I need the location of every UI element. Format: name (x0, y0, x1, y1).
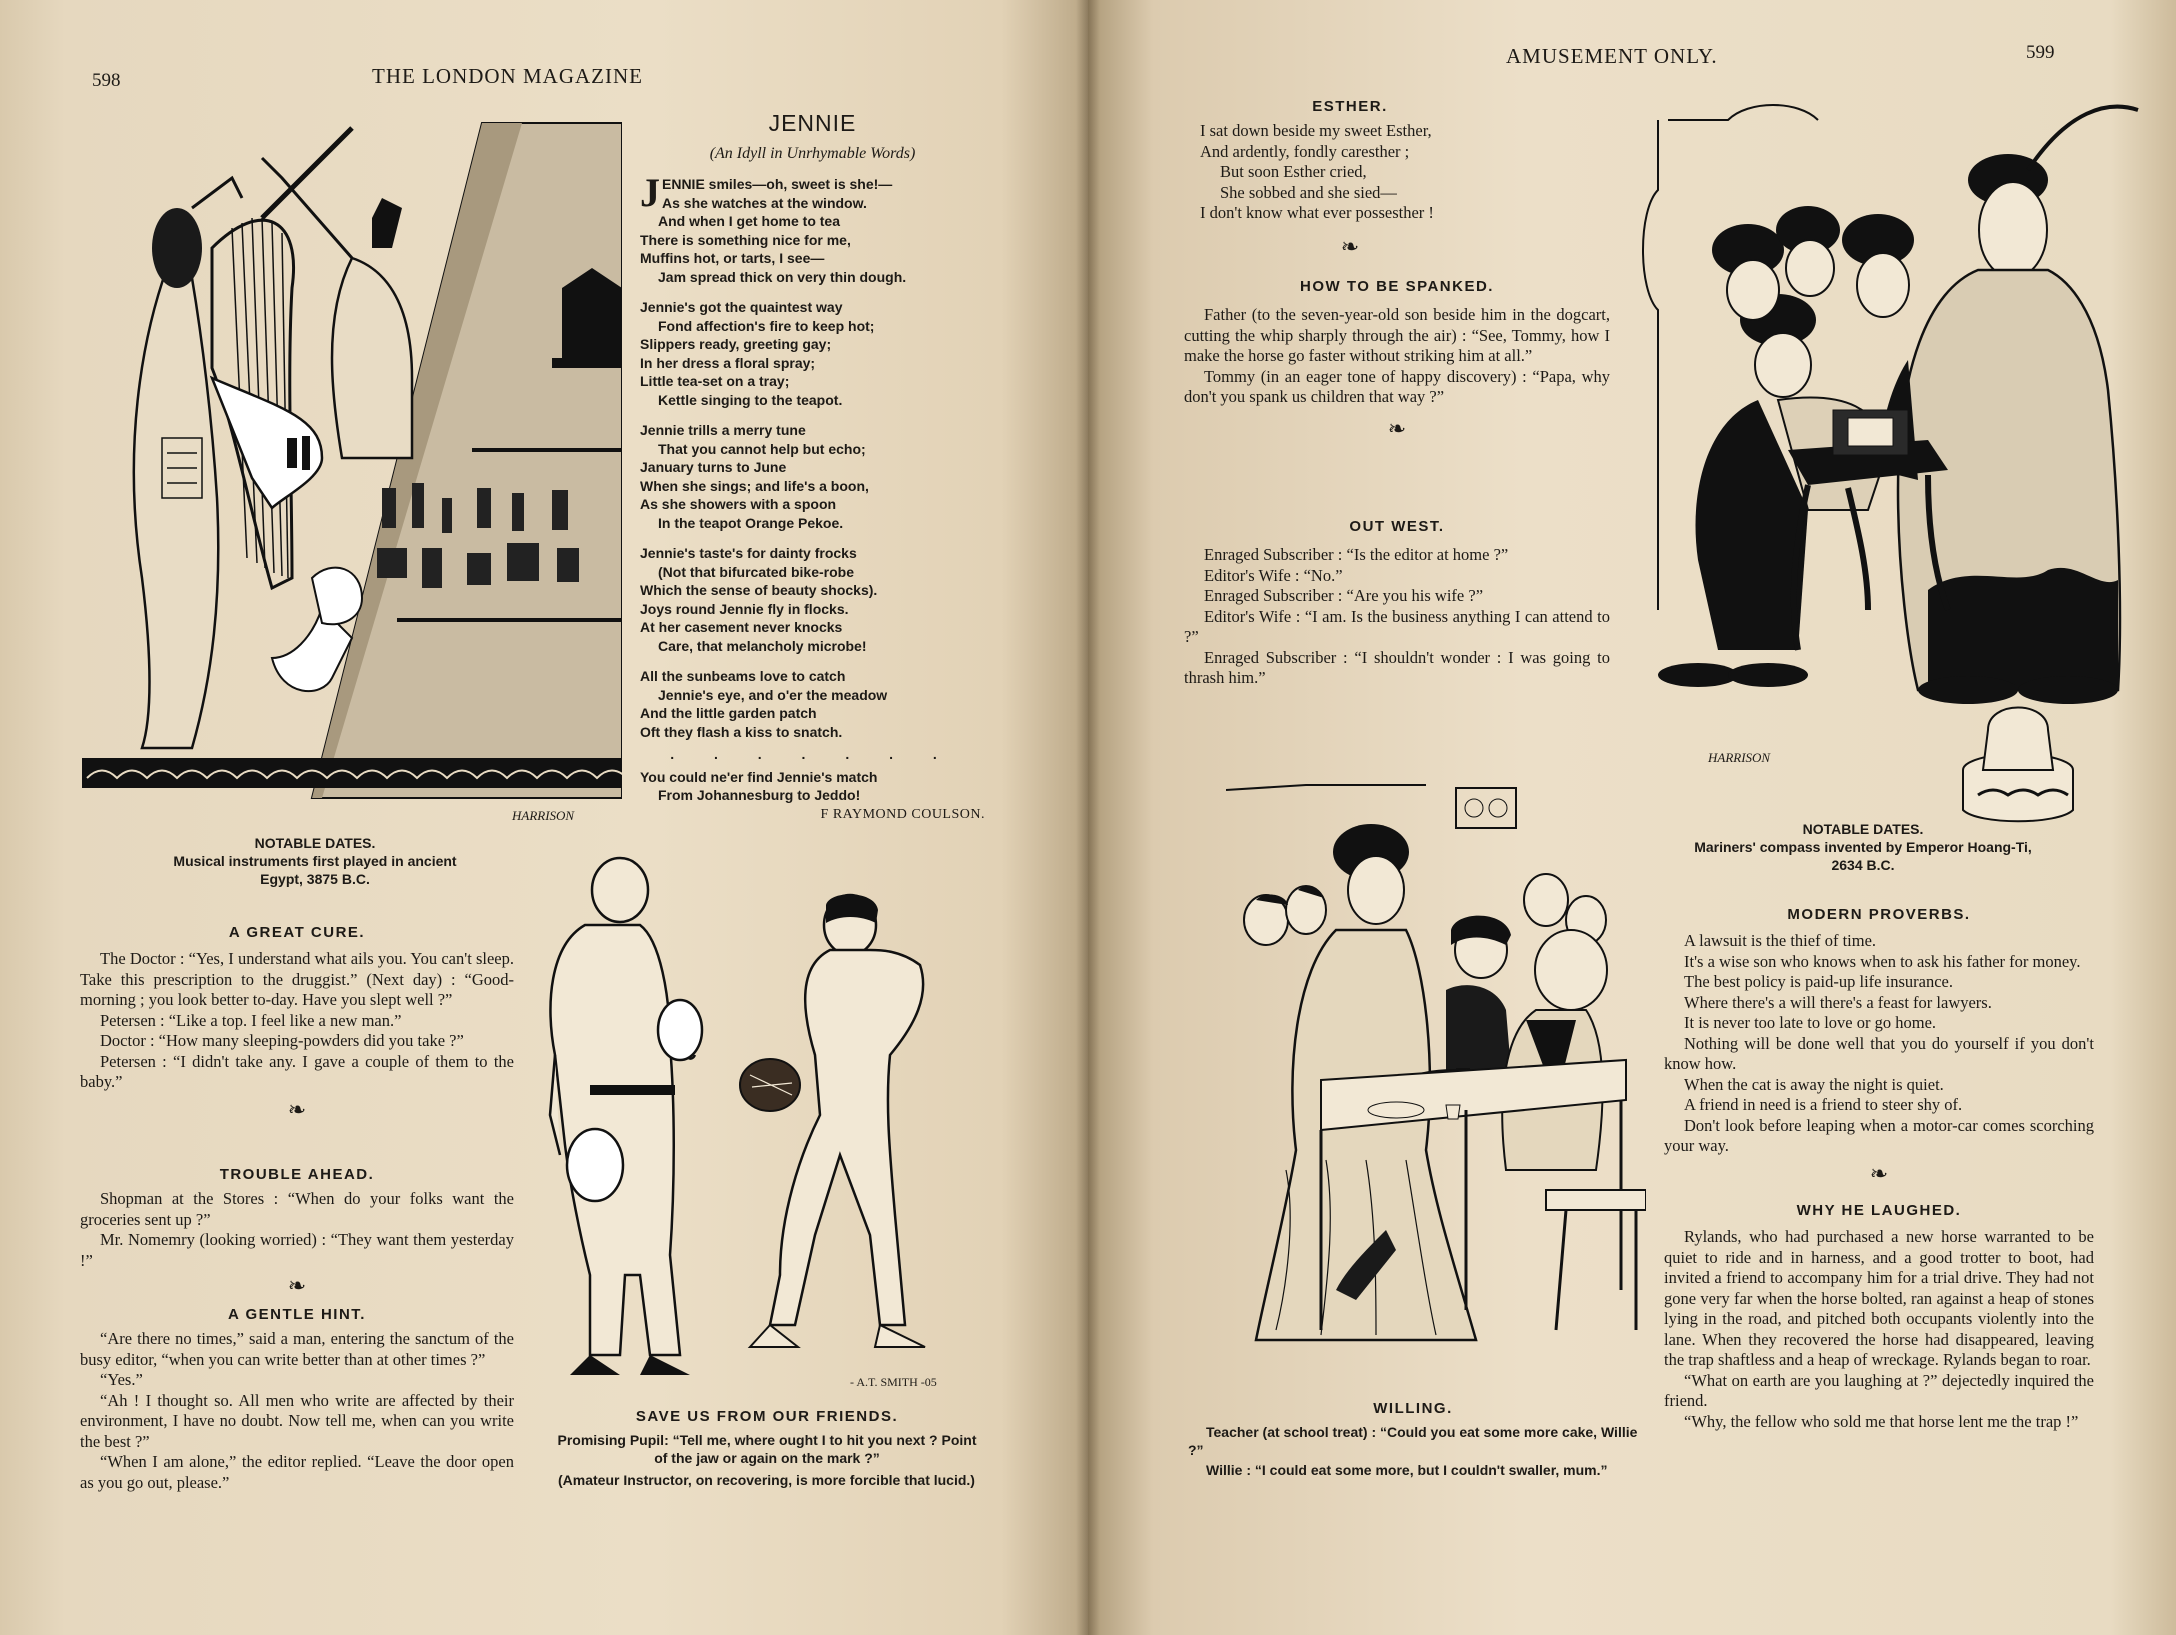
great-cure-section (80, 924, 514, 1121)
poem-line: You could ne'er find Jennie's match (640, 768, 878, 785)
willing-cartoon-illustration (1226, 770, 1646, 1390)
fleuron-ornament: ❧ (1387, 415, 1407, 441)
poem-line: Jennie trills a merry tune (640, 422, 806, 438)
harp-caption (110, 834, 520, 888)
section-title: TROUBLE AHEAD. (219, 1166, 375, 1183)
compass-caption (1648, 820, 2078, 874)
poem-line: Jam spread thick on very thin dough. (658, 268, 907, 285)
section-title: OUT WEST. (1349, 518, 1445, 535)
paragraph: Enraged Subscriber : “Is the editor at home ?” (1204, 545, 1509, 564)
paragraph: Enraged Subscriber : “Are you his wife ?” (1204, 586, 1484, 605)
paragraph: Petersen : “I didn't take any. I gave a couple of them to the baby.” (80, 1051, 514, 1091)
paragraph: “Why, the fellow who sold me that horse lent me the trap !” (1684, 1411, 2079, 1431)
fleuron-ornament: ❧ (1869, 1160, 1889, 1186)
poem-line: Care, that melancholy microbe! (658, 637, 867, 654)
poem-line: Slippers ready, greeting gay; (640, 336, 832, 352)
list-item: It is never too late to love or go home. (1684, 1013, 1937, 1032)
poem-line: Little tea-set on a tray; (640, 373, 790, 389)
list-item: Nothing will be done well that you do yourself if you don't know how. (1664, 1033, 2094, 1073)
paragraph: Editor's Wife : “No.” (1204, 565, 1343, 585)
running-head: THE LONDON MAGAZINE (372, 64, 643, 88)
section-title: MODERN PROVERBS. (1787, 906, 1971, 923)
jennie-stanza-4 (640, 544, 985, 655)
paragraph: Shopman at the Stores : “When do your folks want the groceries sent up ?” (80, 1189, 514, 1229)
paragraph: The Doctor : “Yes, I understand what ails you. You can't sleep. Take this prescription to the druggist.” (Next day) : “Good-morning ; you look better to-day. Have you slept well ?” (80, 949, 514, 1009)
section-title: HOW TO BE SPANKED. (1300, 278, 1494, 295)
fleuron-ornament: ❧ (287, 1096, 307, 1122)
harp-cartoon-illustration (82, 118, 622, 828)
jennie-title: JENNIE (768, 110, 857, 136)
poem-line: Fond affection's fire to keep hot; (658, 317, 875, 334)
paragraph: “What on earth are you laughing at ?” dejectedly inquired the friend. (1664, 1370, 2094, 1410)
jennie-stanza-1 (640, 170, 985, 286)
caption-line: Willie : “I could eat some more, but I couldn't swaller, mum.” (1206, 1462, 1608, 1478)
jennie-stanza-2 (640, 298, 985, 409)
gentle-hint-section (80, 1306, 514, 1493)
poem-line: I sat down beside my sweet Esther, (1200, 121, 1432, 140)
paragraph: Doctor : “How many sleeping-powders did you take ?” (100, 1031, 464, 1050)
poem-line: In her dress a floral spray; (640, 354, 816, 371)
poem-line: Jennie's got the quaintest way (640, 299, 843, 315)
list-item: When the cat is away the night is quiet. (1684, 1074, 1944, 1094)
paragraph: “Are there no times,” said a man, entering the sanctum of the busy editor, “when you can write better than at other times ?” (80, 1329, 514, 1369)
poem-line: All the sunbeams love to catch (640, 668, 846, 684)
section-title: A GENTLE HINT. (228, 1306, 366, 1323)
compass-cartoon-illustration (1548, 90, 2148, 830)
jennie-poem (640, 110, 985, 823)
proverbs-section (1664, 906, 2094, 1185)
section-title: A GREAT CURE. (228, 924, 366, 941)
poem-line: At her casement never knocks (640, 619, 843, 635)
poem-line: Joys round Jennie fly in flocks. (640, 600, 849, 617)
caption-title: NOTABLE DATES. (254, 835, 376, 851)
poem-line: Which the sense of beauty shocks). (640, 582, 878, 598)
book-gutter (1076, 0, 1100, 1635)
paragraph: Enraged Subscriber : “I shouldn't wonder : I was going to thrash him.” (1184, 647, 1610, 687)
paragraph: Tommy (in an eager tone of happy discovery) : “Papa, why don't you spank us children that way ?” (1184, 366, 1610, 406)
poem-line: In the teapot Orange Pekoe. (658, 514, 844, 531)
section-title: WHY HE LAUGHED. (1796, 1202, 1962, 1219)
section-title: ESTHER. (1312, 98, 1388, 115)
willing-caption (1188, 1400, 1638, 1479)
poem-author: F RAYMOND COULSON. (820, 806, 985, 822)
boxing-cartoon-illustration (530, 855, 990, 1395)
harp-cartoon-signature: HARRISON (512, 808, 575, 823)
list-item: Don't look before leaping when a motor-car comes scorching your way. (1664, 1115, 2094, 1155)
fleuron-ornament: ❧ (1340, 233, 1360, 259)
page-number: 599 (2026, 42, 2055, 63)
poem-line: She sobbed and she sied— (1220, 182, 1397, 202)
running-head: AMUSEMENT ONLY. (1506, 44, 1718, 68)
paragraph: “Yes.” (100, 1370, 143, 1389)
paragraph: “Ah ! I thought so. All men who write are affected by their environment, I have no doubt. Now tell me, when can you write the best ?” (80, 1390, 514, 1451)
poem-line: From Johannesburg to Jeddo! (658, 787, 861, 803)
poem-line: I don't know what ever possesther ! (1200, 203, 1434, 222)
spanked-section (1184, 278, 1610, 440)
poem-line: (Not that bifurcated bike-robe (658, 563, 855, 580)
paragraph: Rylands, who had purchased a new horse warranted to be quiet to ride and in harness, and a good trotter to boot, had invited a friend to accompany him for a trial drive. They had not gone very far when the horse bolted, ran against a heap of stones lying in the road, and pitched both occupants violently into the lane. When they recovered the horse had disappeared, leaving the trap shaftless and a heap of wreckage. Rylands began to roar. (1664, 1227, 2094, 1369)
poem-line: Muffins hot, or tarts, I see— (640, 250, 825, 266)
poem-line: Oft they flash a kiss to snatch. (640, 723, 843, 740)
out-west-section (1184, 518, 1610, 689)
right-page (1088, 0, 2176, 1635)
list-item: Where there's a will there's a feast for lawyers. (1684, 992, 1992, 1012)
poem-line: When she sings; and life's a boon, (640, 477, 869, 494)
poem-line: Jennie's eye, and o'er the meadow (658, 686, 888, 703)
list-item: The best policy is paid-up life insurance. (1684, 972, 1953, 991)
list-item: It's a wise son who knows when to ask his father for money. (1684, 951, 2081, 971)
caption-title: NOTABLE DATES. (1802, 821, 1924, 837)
boxing-cartoon-signature: - A.T. SMITH -05 (850, 1375, 937, 1389)
poem-line: As she showers with a spoon (640, 496, 837, 512)
paragraph: “When I am alone,” the editor replied. “Leave the door open as you go out, please.” (80, 1452, 514, 1492)
poem-line: Kettle singing to the teapot. (658, 391, 843, 408)
caption-line: (Amateur Instructor, on recovering, is more forcible that lucid.) (558, 1472, 975, 1488)
caption-line: Teacher (at school treat) : “Could you eat some more cake, Willie ?” (1188, 1424, 1638, 1458)
boxing-caption (550, 1408, 984, 1489)
paragraph: Editor's Wife : “I am. Is the business anything I can attend to ?” (1184, 606, 1610, 646)
drop-cap: J (640, 170, 660, 215)
why-laughed-section (1664, 1202, 2094, 1432)
caption-title: WILLING. (1373, 1400, 1453, 1417)
jennie-stanza-3 (640, 421, 985, 532)
jennie-stanza-5 (640, 667, 985, 741)
compass-cartoon-signature: HARRISON (1708, 750, 1771, 765)
poem-line: There is something nice for me, (640, 231, 851, 248)
list-item: A lawsuit is the thief of time. (1684, 931, 1877, 950)
caption-title: SAVE US FROM OUR FRIENDS. (635, 1408, 899, 1425)
poem-line: That you cannot help but echo; (658, 440, 866, 457)
poem-line: And when I get home to tea (658, 213, 841, 229)
poem-line: And ardently, fondly caresther ; (1200, 141, 1410, 161)
paragraph: Mr. Nomemry (looking worried) : “They want them yesterday !” (80, 1230, 514, 1270)
paragraph: Father (to the seven-year-old son beside him in the dogcart, cutting the whip sharply through the air) : “See, Tommy, how I make the horse go faster without striking him at all.” (1184, 305, 1610, 365)
list-item: A friend in need is a friend to steer shy of. (1684, 1095, 1963, 1114)
page-number: 598 (92, 70, 121, 91)
paragraph: Petersen : “Like a top. I feel like a new man.” (100, 1010, 402, 1030)
poem-line: As she watches at the window. (662, 194, 867, 211)
caption-line: Egypt, 3875 B.C. (260, 871, 370, 887)
poem-line: And the little garden patch (640, 705, 817, 721)
caption-line: Mariners' compass invented by Emperor Hoang-Ti, (1694, 839, 2032, 855)
caption-line: 2634 B.C. (1831, 857, 1895, 873)
fleuron-ornament: ❧ (287, 1273, 307, 1298)
poem-line: Jennie's taste's for dainty frocks (640, 545, 857, 561)
trouble-ahead-section (80, 1166, 514, 1297)
poem-line: But soon Esther cried, (1220, 162, 1367, 181)
caption-line: Musical instruments first played in ancient (173, 853, 457, 869)
poem-line: ENNIE smiles—oh, sweet is she!— (662, 176, 893, 192)
poem-line: January turns to June (640, 459, 787, 475)
caption-line: Promising Pupil: “Tell me, where ought I to hit you next ? Point of the jaw or again on the mark ?” (557, 1432, 977, 1466)
jennie-subtitle: (An Idyll in Unrhymable Words) (709, 145, 916, 162)
jennie-stanza-6 (640, 768, 985, 805)
ellipsis-dots: . . . . . . . (670, 746, 955, 762)
